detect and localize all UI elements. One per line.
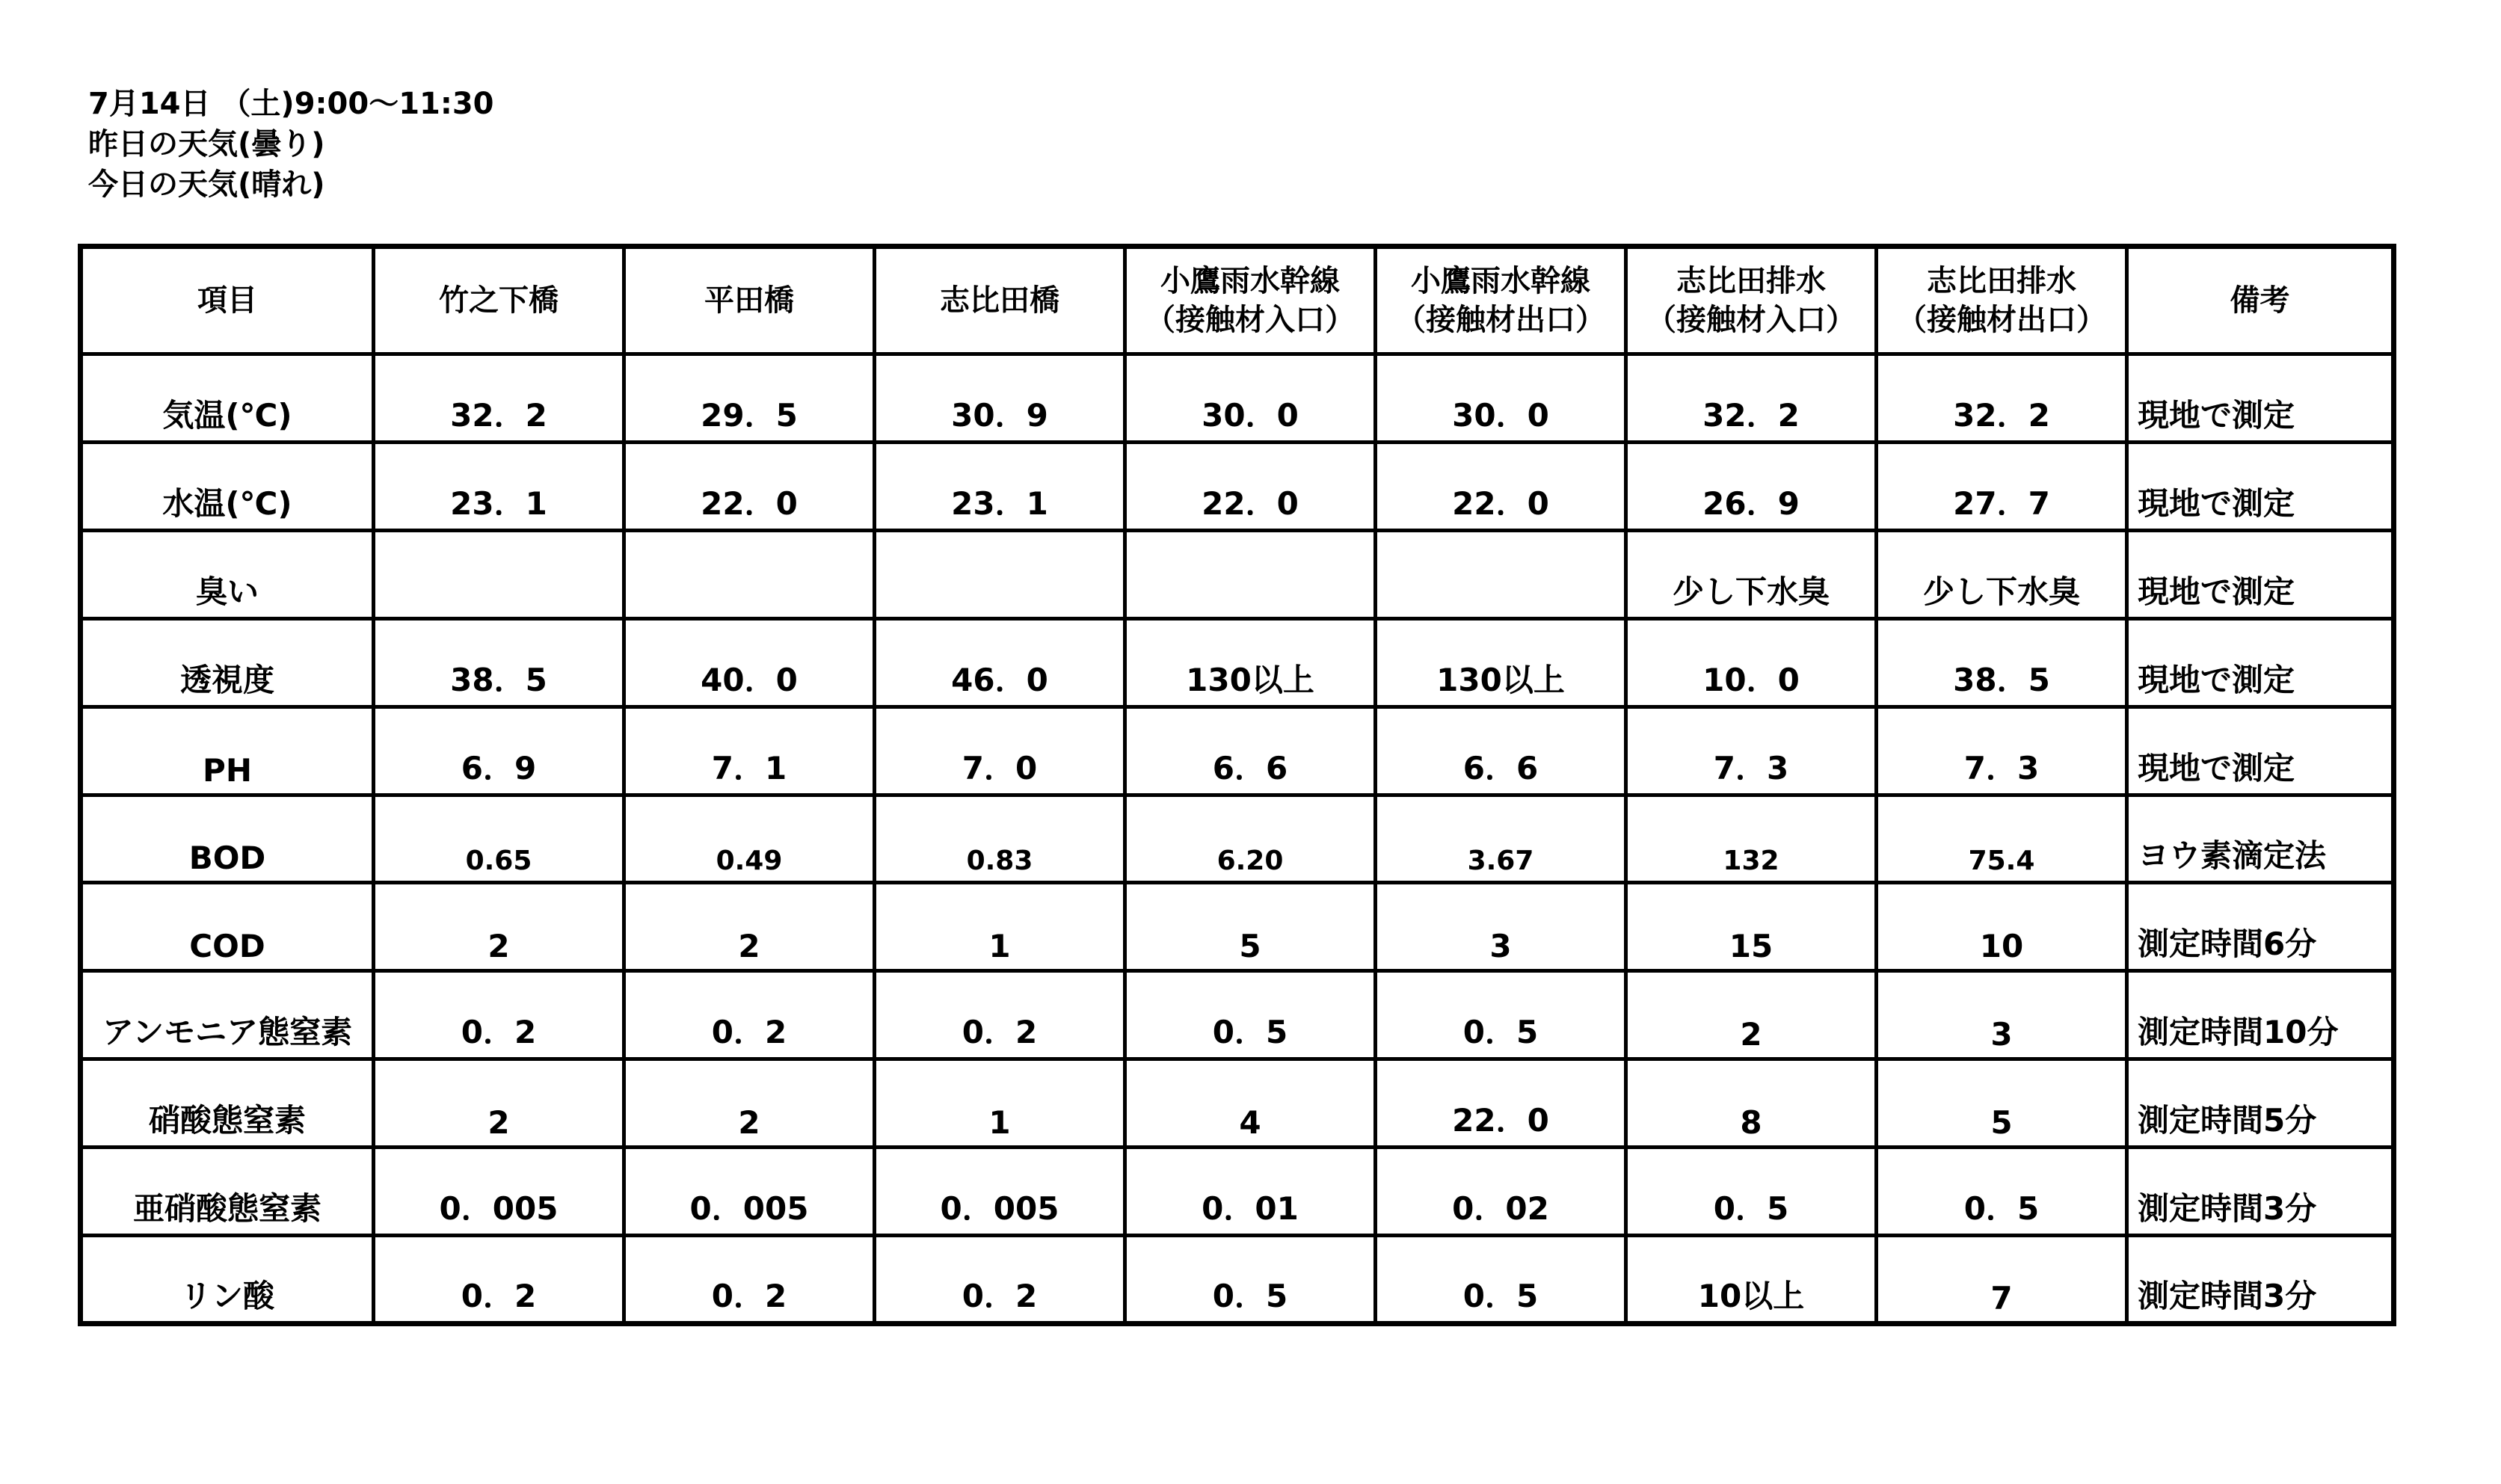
table-cell — [875, 530, 1125, 618]
table-cell: 27．7 — [1877, 442, 2127, 530]
table-cell: 6．6 — [1125, 706, 1376, 795]
table-cell: 7．0 — [875, 706, 1125, 795]
table-cell: 2 — [374, 1059, 624, 1148]
table-cell: 0．5 — [1125, 1236, 1376, 1324]
table-cell: 130以上 — [1125, 618, 1376, 706]
remark-cell: 現地で測定 — [2127, 706, 2394, 795]
table-cell: 少し下水臭 — [1626, 530, 1877, 618]
table-cell: 0．005 — [875, 1148, 1125, 1236]
header-row — [81, 247, 2394, 354]
table-row — [81, 618, 2394, 706]
row-label: 臭い — [81, 530, 374, 618]
column-header-hirata-bridge: 平田橋 — [624, 247, 875, 354]
table-cell: 30．9 — [875, 354, 1125, 443]
today-weather: 今日の天気(晴れ) — [88, 167, 325, 202]
row-label: BOD — [81, 795, 374, 883]
table-cell: 23．1 — [875, 442, 1125, 530]
table-cell: 0．2 — [875, 1236, 1125, 1324]
table-cell: 10．0 — [1626, 618, 1877, 706]
table-cell: 6．9 — [374, 706, 624, 795]
remark-cell: 測定時間3分 — [2127, 1236, 2394, 1324]
table-row — [81, 971, 2394, 1059]
table-cell: 38．5 — [1877, 618, 2127, 706]
table-cell: 46．0 — [875, 618, 1125, 706]
water-quality-table — [78, 244, 2396, 1326]
table-cell: 10以上 — [1626, 1236, 1877, 1324]
remark-cell: 現地で測定 — [2127, 530, 2394, 618]
table-cell: 6.20 — [1125, 795, 1376, 883]
table-cell: 0．02 — [1376, 1148, 1626, 1236]
row-label: 気温(℃) — [81, 354, 374, 443]
table-cell: 0．01 — [1125, 1148, 1376, 1236]
table-cell: 1 — [875, 1059, 1125, 1148]
table-row — [81, 1236, 2394, 1324]
table-cell: 0．2 — [624, 1236, 875, 1324]
table-cell — [374, 530, 624, 618]
report-header — [88, 84, 494, 205]
table-cell: 30．0 — [1376, 354, 1626, 443]
table-cell: 0．2 — [374, 1236, 624, 1324]
table-row — [81, 530, 2394, 618]
table-cell: 3.67 — [1376, 795, 1626, 883]
remark-cell: 測定時間3分 — [2127, 1148, 2394, 1236]
table-cell: 2 — [624, 1059, 875, 1148]
table-cell: 29．5 — [624, 354, 875, 443]
remark-cell: 測定時間10分 — [2127, 971, 2394, 1059]
row-label: 水温(℃) — [81, 442, 374, 530]
table-cell: 30．0 — [1125, 354, 1376, 443]
table-cell: 23．1 — [374, 442, 624, 530]
row-label: PH — [81, 706, 374, 795]
table-cell: 2 — [624, 883, 875, 971]
table-cell: 6．6 — [1376, 706, 1626, 795]
table-cell: 26．9 — [1626, 442, 1877, 530]
table-row — [81, 354, 2394, 443]
column-header-shibita-drain-inlet: 志比田排水 （接触材入口） — [1626, 247, 1877, 354]
table-cell: 0.83 — [875, 795, 1125, 883]
table-row — [81, 706, 2394, 795]
date-time-line: 7月14日 （土)9:00～11:30 — [88, 87, 494, 121]
table-cell — [1376, 530, 1626, 618]
table-cell: 132 — [1626, 795, 1877, 883]
table-cell: 15 — [1626, 883, 1877, 971]
table-cell: 0．2 — [374, 971, 624, 1059]
remark-cell: 現地で測定 — [2127, 442, 2394, 530]
table-cell: 32．2 — [374, 354, 624, 443]
table-cell: 32．2 — [1626, 354, 1877, 443]
table-cell: 0．2 — [624, 971, 875, 1059]
table-cell: 7．1 — [624, 706, 875, 795]
table-row — [81, 795, 2394, 883]
table-cell — [1125, 530, 1376, 618]
table-cell: 22．0 — [1376, 442, 1626, 530]
table-cell: 0.49 — [624, 795, 875, 883]
row-label: リン酸 — [81, 1236, 374, 1324]
table-cell: 5 — [1877, 1059, 2127, 1148]
table-cell: 7．3 — [1877, 706, 2127, 795]
table-cell: 7 — [1877, 1236, 2127, 1324]
table-cell: 22．0 — [624, 442, 875, 530]
table-cell: 0．5 — [1877, 1148, 2127, 1236]
table-row — [81, 883, 2394, 971]
table-cell: 2 — [1626, 971, 1877, 1059]
column-header-shibita-drain-outlet: 志比田排水 （接触材出口） — [1877, 247, 2127, 354]
remark-cell: 現地で測定 — [2127, 354, 2394, 443]
row-label: 硝酸態窒素 — [81, 1059, 374, 1148]
column-header-kotaka-inlet: 小鷹雨水幹線 （接触材入口） — [1125, 247, 1376, 354]
table-cell: 0．5 — [1626, 1148, 1877, 1236]
table-cell: 38．5 — [374, 618, 624, 706]
table-cell: 130以上 — [1376, 618, 1626, 706]
table-cell: 2 — [374, 883, 624, 971]
table-cell: 0．005 — [374, 1148, 624, 1236]
table-cell: 0．2 — [875, 971, 1125, 1059]
table-cell: 3 — [1376, 883, 1626, 971]
table-cell: 0.65 — [374, 795, 624, 883]
table-cell: 少し下水臭 — [1877, 530, 2127, 618]
table-cell: 8 — [1626, 1059, 1877, 1148]
row-label: COD — [81, 883, 374, 971]
table-row — [81, 1059, 2394, 1148]
table-cell: 0．5 — [1376, 971, 1626, 1059]
row-label: アンモニア態窒素 — [81, 971, 374, 1059]
table-cell: 7．3 — [1626, 706, 1877, 795]
remark-cell: 測定時間5分 — [2127, 1059, 2394, 1148]
table-cell: 1 — [875, 883, 1125, 971]
table-cell: 22．0 — [1376, 1059, 1626, 1148]
column-header-item: 項目 — [81, 247, 374, 354]
table-cell: 40．0 — [624, 618, 875, 706]
table-cell: 0．5 — [1125, 971, 1376, 1059]
table-row — [81, 442, 2394, 530]
column-header-kotaka-outlet: 小鷹雨水幹線 （接触材出口） — [1376, 247, 1626, 354]
yesterday-weather: 昨日の天気(曇り) — [88, 127, 325, 161]
table-cell: 5 — [1125, 883, 1376, 971]
table-cell: 32．2 — [1877, 354, 2127, 443]
row-label: 透視度 — [81, 618, 374, 706]
remark-cell: 現地で測定 — [2127, 618, 2394, 706]
table-cell: 10 — [1877, 883, 2127, 971]
table-cell: 0．005 — [624, 1148, 875, 1236]
column-header-remarks: 備考 — [2127, 247, 2394, 354]
table-cell: 22．0 — [1125, 442, 1376, 530]
table-cell: 3 — [1877, 971, 2127, 1059]
column-header-takenoshita-bridge: 竹之下橋 — [374, 247, 624, 354]
table-cell: 4 — [1125, 1059, 1376, 1148]
table-cell: 0．5 — [1376, 1236, 1626, 1324]
remark-cell: ヨウ素滴定法 — [2127, 795, 2394, 883]
remark-cell: 測定時間6分 — [2127, 883, 2394, 971]
table-row — [81, 1148, 2394, 1236]
table-cell: 75.4 — [1877, 795, 2127, 883]
row-label: 亜硝酸態窒素 — [81, 1148, 374, 1236]
table-cell — [624, 530, 875, 618]
column-header-shibita-bridge: 志比田橋 — [875, 247, 1125, 354]
